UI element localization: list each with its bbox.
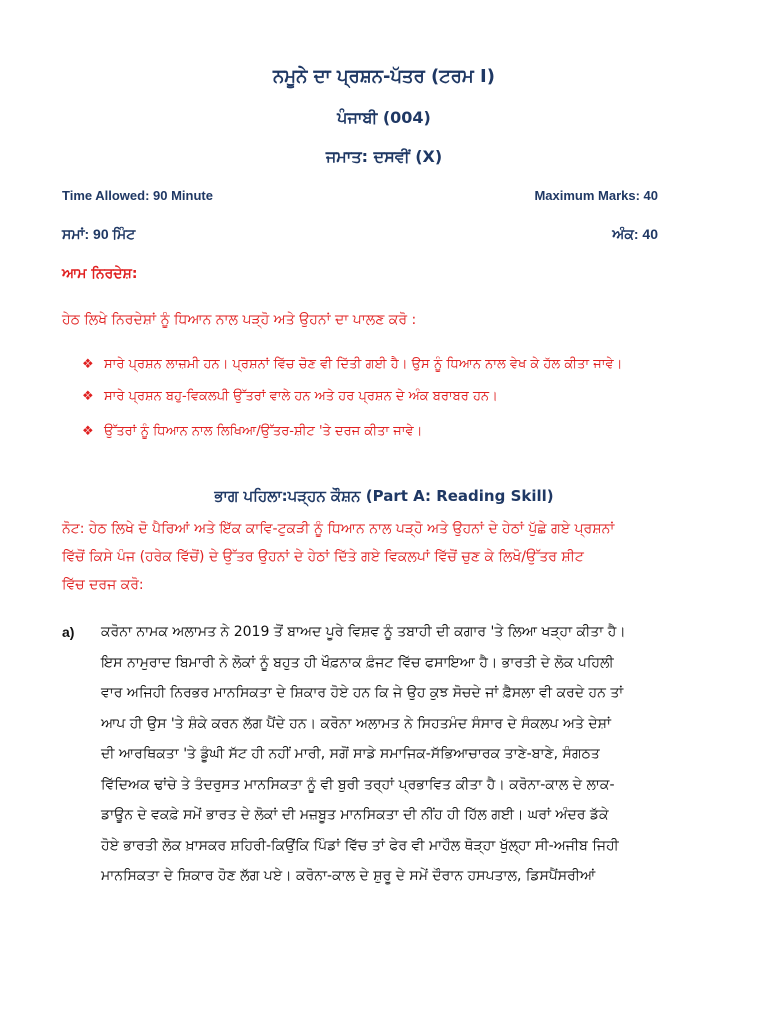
passage-line: ਦੀ ਆਰਥਿਕਤਾ 'ਤੇ ਡੂੰਘੀ ਸੱਟ ਹੀ ਨਹੀਂ ਮਾਰੀ, ਸਗੋਂ ਸਾਡੇ ਸਮਾਜਿਕ-ਸੱਭਿਆਚਾਰਕ ਤਾਣੇ-ਬਾਣੇ, ਸੰਗਠਤ xyxy=(101,746,600,762)
passage-line: ਮਾਨਸਿਕਤਾ ਦੇ ਸ਼ਿਕਾਰ ਹੋਣ ਲੱਗ ਪਏ। ਕਰੋਨਾ-ਕਾਲ ਦੇ ਸ਼ੁਰੂ ਦੇ ਸਮੇਂ ਦੌਰਾਨ ਹਸਪਤਾਲ, ਡਿਸਪੈਂਸਰੀਆਂ xyxy=(101,868,596,884)
note-line: ਨੋਟ: ਹੇਠ ਲਿਖੇ ਦੋ ਪੈਰਿਆਂ ਅਤੇ ਇੱਕ ਕਾਵਿ-ਟੁਕੜੀ ਨੂੰ ਧਿਆਨ ਨਾਲ ਪੜ੍ਹੋ ਅਤੇ ਉਹਨਾਂ ਦੇ ਹੇਠਾਂ ਪੁੱਛੇ ਗਏ ਪ੍ਰਸ਼ਨਾਂ xyxy=(62,521,615,537)
passage-line: ਡਾਊਨ ਦੇ ਵਕਫ਼ੇ ਸਮੇਂ ਭਾਰਤ ਦੇ ਲੋਕਾਂ ਦੀ ਮਜ਼ਬੂਤ ਮਾਨਸਿਕਤਾ ਦੀ ਨੀਂਹ ਹੀ ਹਿੱਲ ਗਈ। ਘਰਾਂ ਅੰਦਰ ਡੱਕੇ xyxy=(101,807,609,823)
passage-label: a) xyxy=(62,624,75,640)
section-a-note xyxy=(62,515,702,599)
passage-line: ਕਰੋਨਾ ਨਾਮਕ ਅਲਾਮਤ ਨੇ 2019 ਤੋਂ ਬਾਅਦ ਪੂਰੇ ਵਿਸ਼ਵ ਨੂੰ ਤਬਾਹੀ ਦੀ ਕਗਾਰ 'ਤੇ ਲਿਆ ਖੜ੍ਹਾ ਕੀਤਾ ਹੈ। xyxy=(101,624,626,640)
section-a-heading: ਭਾਗ ਪਹਿਲਾ:ਪੜ੍ਹਨ ਕੌਸ਼ਨ (Part A: Reading Skill) xyxy=(214,487,554,505)
class-title: ਜਮਾਤ: ਦਸਵੀਂ (X) xyxy=(325,147,443,166)
passage-line: ਇਸ ਨਾਮੁਰਾਦ ਬਿਮਾਰੀ ਨੇ ਲੋਕਾਂ ਨੂੰ ਬਹੁਤ ਹੀ ਖੌਫ਼ਨਾਕ ਫ਼ੰਜਟ ਵਿੱਚ ਫਸਾਇਆ ਹੈ। ਭਾਰਤੀ ਦੇ ਲੋਕ ਪਹਿਲੀ xyxy=(101,654,614,671)
max-marks-punjabi: ਅੰਕ: 40 xyxy=(612,226,658,242)
instruction-text: ਉੱਤਰਾਂ ਨੂੰ ਧਿਆਨ ਨਾਲ ਲਿਖਿਆ/ਉੱਤਰ-ਸ਼ੀਟ 'ਤੇ ਦਰਜ ਕੀਤਾ ਜਾਵੇ। xyxy=(104,424,423,439)
note-line: ਵਿੱਚ ਦਰਜ ਕਰੋ: xyxy=(62,577,144,593)
general-instructions-heading: ਆਮ ਨਿਰਦੇਸ਼: xyxy=(62,266,138,282)
passage-text xyxy=(101,617,721,892)
diamond-bullet-icon: ❖ xyxy=(82,424,94,439)
passage-line: ਵਿੱਦਿਅਕ ਢਾਂਚੇ ਤੇ ਤੰਦਰੁਸਤ ਮਾਨਸਿਕਤਾ ਨੂੰ ਵੀ ਬੁਰੀ ਤਰ੍ਹਾਂ ਪ੍ਰਭਾਵਿਤ ਕੀਤਾ ਹੈ। ਕਰੋਨਾ-ਕਾਲ ਦੇ ਲਾਕ- xyxy=(101,776,615,793)
instruction-item xyxy=(82,389,498,404)
passage-line: ਵਾਰ ਅਜਿਹੀ ਨਿਰਭਰ ਮਾਨਸਿਕਤਾ ਦੇ ਸ਼ਿਕਾਰ ਹੋਏ ਹਨ ਕਿ ਜੇ ਉਹ ਕੁਝ ਸੋਚਦੇ ਜਾਂ ਫ਼ੈਸਲਾ ਵੀ ਕਰਦੇ ਹਨ ਤਾਂ xyxy=(101,685,624,701)
time-allowed-english: Time Allowed: 90 Minute xyxy=(62,188,213,203)
time-allowed-punjabi: ਸਮਾਂ: 90 ਮਿੰਟ xyxy=(62,226,136,242)
passage-line: ਆਪ ਹੀ ਉਸ 'ਤੇ ਸ਼ੰਕੇ ਕਰਨ ਲੱਗ ਪੈਂਦੇ ਹਨ। ਕਰੋਨਾ ਅਲਾਮਤ ਨੇ ਸਿਹਤਮੰਦ ਸੰਸਾਰ ਦੇ ਸੰਕਲਪ ਅਤੇ ਦੇਸ਼ਾਂ xyxy=(101,715,611,732)
passage-line: ਹੋਏ ਭਾਰਤੀ ਲੋਕ ਖ਼ਾਸਕਰ ਸ਼ਹਿਰੀ-ਕਿਉਂਕਿ ਪਿੰਡਾਂ ਵਿੱਚ ਤਾਂ ਫੇਰ ਵੀ ਮਾਹੌਲ ਥੋੜ੍ਹਾ ਖੁੱਲ੍ਹਾ ਸੀ-ਅਜੀਬ ਜਿਹੀ xyxy=(101,837,619,854)
instruction-item xyxy=(82,424,422,439)
paper-title: ਨਮੂਨੇ ਦਾ ਪ੍ਰਸ਼ਨ-ਪੱਤਰ (ਟਰਮ I) xyxy=(273,66,495,87)
diamond-bullet-icon: ❖ xyxy=(82,357,94,372)
subject-title: ਪੰਜਾਬੀ (004) xyxy=(337,108,431,127)
max-marks-english: Maximum Marks: 40 xyxy=(534,188,658,203)
note-line: ਵਿੱਚੋਂ ਕਿਸੇ ਪੰਜ (ਹਰੇਕ ਵਿੱਚੋਂ) ਦੇ ਉੱਤਰ ਉਹਨਾਂ ਦੇ ਹੇਠਾਂ ਦਿੱਤੇ ਗਏ ਵਿਕਲਪਾਂ ਵਿੱਚੋਂ ਚੁਣ ਕੇ ਲਿਖੋ/ਉੱਤਰ ਸ਼ੀਟ xyxy=(62,549,584,565)
instruction-text: ਸਾਰੇ ਪ੍ਰਸ਼ਨ ਲਾਜ਼ਮੀ ਹਨ। ਪ੍ਰਸ਼ਨਾਂ ਵਿੱਚ ਚੋਣ ਵੀ ਦਿੱਤੀ ਗਈ ਹੈ। ਉਸ ਨੂੰ ਧਿਆਨ ਨਾਲ ਵੇਖ ਕੇ ਹੱਲ ਕੀਤਾ ਜਾਵੇ। xyxy=(104,357,623,372)
diamond-bullet-icon: ❖ xyxy=(82,389,94,404)
instruction-text: ਸਾਰੇ ਪ੍ਰਸ਼ਨ ਬਹੁ-ਵਿਕਲਪੀ ਉੱਤਰਾਂ ਵਾਲੇ ਹਨ ਅਤੇ ਹਰ ਪ੍ਰਸ਼ਨ ਦੇ ਅੰਕ ਬਰਾਬਰ ਹਨ। xyxy=(104,389,498,404)
instruction-item xyxy=(82,357,622,372)
instructions-intro: ਹੇਠ ਲਿਖੇ ਨਿਰਦੇਸ਼ਾਂ ਨੂੰ ਧਿਆਨ ਨਾਲ ਪੜ੍ਹੋ ਅਤੇ ਉਹਨਾਂ ਦਾ ਪਾਲਣ ਕਰੋ : xyxy=(62,312,417,328)
